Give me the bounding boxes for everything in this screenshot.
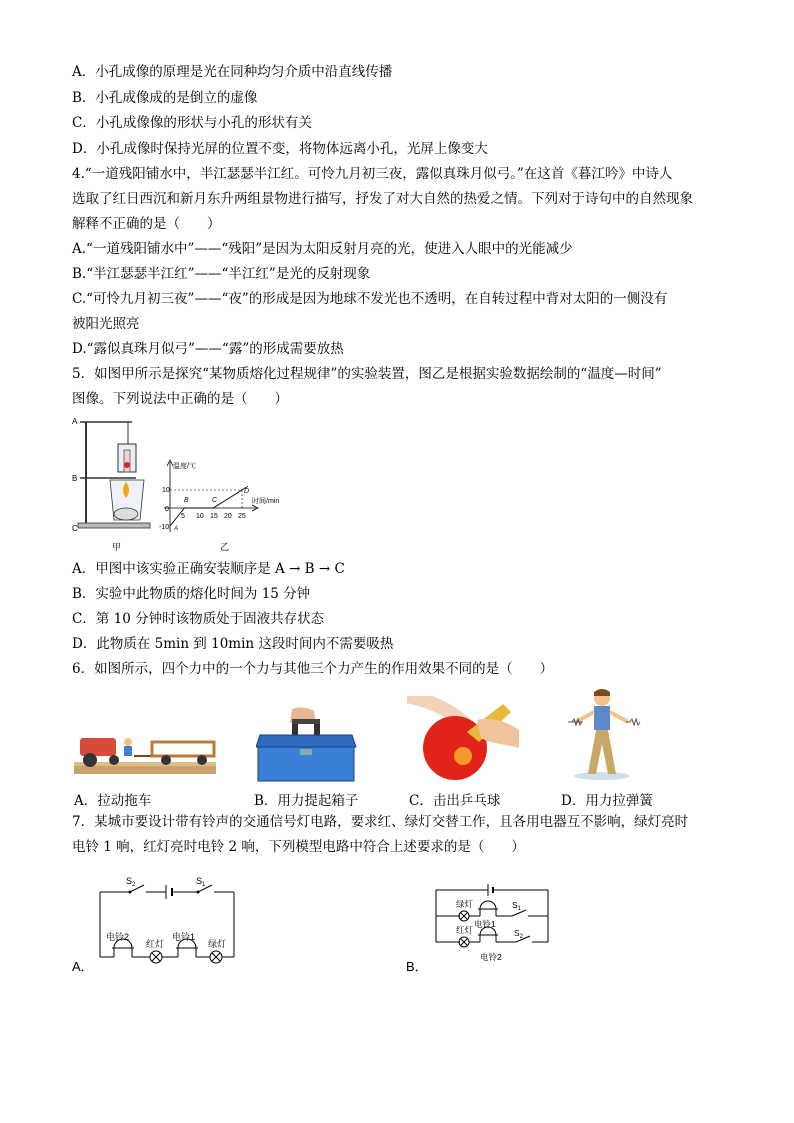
option-3c: C．小孔成像像的形状与小孔的形状有关: [72, 115, 312, 131]
label-c: C: [72, 524, 78, 533]
option-6c: C．击出乒乓球: [409, 793, 501, 809]
circuit-a-option: A．: [72, 959, 94, 974]
melting-apparatus: [78, 422, 150, 528]
option-5a: A．甲图中该实验正确安装顺序是 A → B → C: [72, 561, 345, 577]
question-5-line2: 图像。下列说法中正确的是（ ）: [72, 391, 288, 407]
circuit-b-option: B．: [406, 959, 428, 972]
circuit-b-s1-sub: 1: [517, 906, 522, 912]
option-5b: B．实验中此物质的熔化时间为 15 分钟: [72, 586, 311, 602]
option-5d: D．此物质在 5min 到 10min 这段时间内不需要吸热: [72, 636, 394, 652]
circuit-a-s1-sub: 1: [202, 882, 206, 888]
option-3a: A．小孔成像的原理是光在同种均匀介质中沿直线传播: [72, 64, 393, 80]
svg-text:S2: [126, 876, 136, 888]
option-6b: B．用力提起箱子: [254, 793, 359, 809]
figure-5: [70, 410, 300, 556]
graph-xlabel: 时间/min: [252, 498, 280, 505]
spring-stretch-image: [560, 688, 644, 780]
svg-text:S2: [514, 928, 524, 940]
question-5-line1: 5．如图甲所示是探究“某物质熔化过程规律”的实验装置，图乙是根据实验数据绘制的“温度—时间”: [72, 366, 662, 382]
circuit-a-s2-sub: 2: [132, 882, 136, 888]
xtick-15: 15: [210, 513, 218, 520]
point-b-label: B: [184, 497, 189, 504]
question-7-line1: 7．某城市要设计带有铃声的交通信号灯电路，要求红、绿灯交替工作，且各用电器互不影响，绿灯亮时: [72, 814, 689, 830]
circuit-a-green: 绿灯: [208, 939, 227, 949]
xtick-25: 25: [238, 513, 246, 520]
circuit-a-bell1: 电铃1: [172, 932, 196, 942]
question-7-line2: 电铃 1 响，红灯亮时电铃 2 响，下列模型电路中符合上述要求的是（ ）: [72, 839, 525, 855]
option-3d: D．小孔成像时保持光屏的位置不变，将物体远离小孔，光屏上像变大: [72, 141, 488, 157]
circuit-b-red: 红灯: [456, 925, 474, 935]
graph-ylabel: 温度/℃: [173, 463, 196, 470]
circuit-b-s2-sub: 2: [519, 934, 524, 940]
circuit-b-s2: S: [514, 928, 520, 938]
circuit-a-s1: S: [196, 876, 203, 886]
circuit-a-red: 红灯: [146, 939, 165, 949]
option-4b: B.“半江瑟瑟半江红”——“半江红”是光的反射现象: [72, 266, 371, 282]
circuit-b-green: 绿灯: [456, 899, 474, 909]
caption-yi: 乙: [220, 542, 230, 552]
point-c-label: C: [212, 497, 218, 504]
circuit-b-bell1: 电铃1: [474, 919, 496, 929]
svg-text:S1: [196, 876, 206, 888]
question-6: 6．如图所示，四个力中的一个力与其他三个力产生的作用效果不同的是（ ）: [72, 661, 554, 677]
temperature-time-graph: [164, 460, 258, 532]
option-4c-line2: 被阳光照亮: [72, 316, 140, 332]
option-4d: D.“露似真珠月似弓”——“露”的形成需要放热: [72, 341, 344, 357]
label-a: A: [72, 417, 78, 426]
option-3b: B．小孔成像成的是倒立的虚像: [72, 90, 258, 106]
point-d-label: D: [244, 488, 250, 495]
point-a-label: A: [174, 526, 179, 532]
option-4c-line1: C.“可怜九月初三夜”——“夜”的形成是因为地球不发光也不透明，在自转过程中背对太阳的一侧没有: [72, 291, 668, 307]
xtick-10: 10: [196, 513, 204, 520]
xtick-20: 20: [224, 513, 232, 520]
caption-jia: 甲: [112, 542, 122, 552]
option-4a: A.“一道残阳铺水中”——“残阳”是因为太阳反射月亮的光，使进入人眼中的光能减少: [72, 241, 573, 257]
circuit-b-s1: S: [512, 900, 518, 910]
ytick-10: 10: [162, 487, 170, 494]
option-5c: C．第 10 分钟时该物质处于固液共存状态: [72, 611, 325, 627]
circuit-a-bell2: 电铃2: [106, 932, 130, 942]
circuit-a: [70, 872, 250, 978]
question-4-line3: 解释不正确的是（ ）: [72, 216, 221, 232]
circuit-b-bell2: 电铃2: [480, 952, 502, 962]
option-6d: D．用力拉弹簧: [561, 793, 653, 809]
xtick-5: 5: [181, 513, 185, 520]
question-4-line2: 选取了红日西沉和新月东升两组景物进行描写，抒发了对大自然的热爱之情。下列对于诗句中的自然现象: [72, 191, 693, 207]
ytick-minus10: -10: [159, 524, 170, 531]
circuit-a-s2: S: [126, 876, 133, 886]
question-4-line1: 4.“一道残阳铺水中，半江瑟瑟半江红。可怜九月初三夜，露似真珠月似弓。”在这首《暮江吟》中诗人: [72, 166, 673, 182]
toolbox-lift-image: [256, 707, 360, 783]
label-b: B: [72, 474, 78, 483]
circuit-b: [404, 880, 564, 972]
option-6a: A．拉动拖车: [74, 793, 152, 809]
ping-pong-paddle-image: [407, 696, 519, 782]
tractor-pulling-trailer-image: [74, 722, 216, 778]
temperature-curve: [170, 486, 248, 526]
svg-text:S1: [512, 900, 522, 912]
ytick-0: 0: [165, 506, 169, 513]
